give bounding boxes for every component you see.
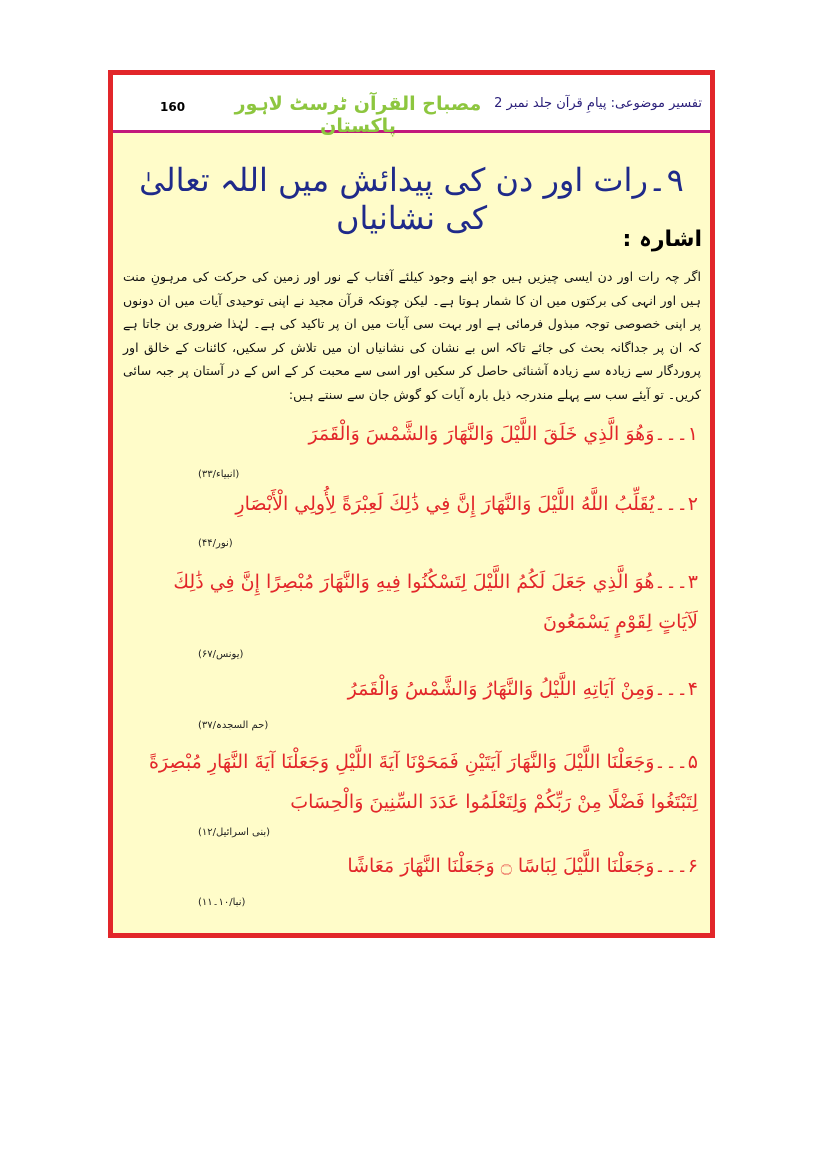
- intro-paragraph: اگر چہ رات اور دن ایسی چیزیں ہیں جو اپنے وجود کیلئے آفتاب کے نور اور زمین کی حرکت کی مرہونِ منت ہیں اور انہی کی برکتوں میں ان کا شمار ہوتا ہے۔ لیکن چونکہ قرآن مجید نے اپنی توحیدی آیات میں ان دونوں پر اپنی خصوصی توجہ مبذول فرمائی ہے اور بہت سی آیات میں ان پر تاکید کی ہے۔ لہٰذا ضروری بن جاتا ہے کہ ان پر جداگانہ بحث کی جائے تاکہ اس بے نشان کی نشانیاں ان میں تلاش کر سکیں، کائنات کے خالق اور پروردگار سے زیادہ سے زیادہ آشنائی حاصل کر سکیں اور اسی سے محبت کر کے اس کے در آستان پر جبہ سائی کریں۔ تو آیئے سب سے پہلے مندرجہ ذیل بارہ آیات کو گوش جان سے سنتے ہیں:: [123, 269, 701, 402]
- verse-1: ۱۔۔۔وَهُوَ الَّذِي خَلَقَ اللَّيْلَ وَالنَّهَارَ وَالشَّمْسَ وَالْقَمَرَ: [308, 423, 698, 445]
- publisher-name: مصباح القرآن ٹرسٹ لاہور پاکستان: [234, 93, 482, 137]
- verse-4-reference: (حم السجدہ/۳۷): [198, 720, 269, 731]
- verse-2-reference: (نور/۴۴): [198, 538, 233, 549]
- verse-5-reference: (بنی اسرائیل/۱۲): [198, 827, 271, 838]
- verse-4: ۴۔۔۔وَمِنْ آيَاتِهِ اللَّيْلُ وَالنَّهَارُ وَالشَّمْسُ وَالْقَمَرُ: [347, 678, 698, 700]
- verse-3-reference: (یونس/۶۷): [198, 649, 244, 660]
- section-heading: اشارہ :: [622, 227, 702, 252]
- verse-3: ۳۔۔۔هُوَ الَّذِي جَعَلَ لَكُمُ اللَّيْلَ لِتَسْكُنُوا فِيهِ وَالنَّهَارَ مُبْصِرًا إِنَّ فِي ذَٰلِكَ لَآيَاتٍ لِقَوْمٍ يَسْمَعُونَ: [173, 571, 698, 633]
- verse-2: ۲۔۔۔يُقَلِّبُ اللَّهُ اللَّيْلَ وَالنَّهَارَ إِنَّ فِي ذَٰلِكَ لَعِبْرَةً لِأُولِي الْأَبْصَارِ: [235, 493, 698, 515]
- page-header: [113, 75, 710, 137]
- chapter-title: ۹۔رات اور دن کی پیدائش میں اللہ تعالیٰ کی نشانیاں: [139, 161, 684, 237]
- verse-5: ۵۔۔۔وَجَعَلْنَا اللَّيْلَ وَالنَّهَارَ آيَتَيْنِ فَمَحَوْنَا آيَةَ اللَّيْلِ وَجَعَلْنَا آيَةَ النَّهَارِ مُبْصِرَةً لِتَبْتَغُوا فَضْلًا مِنْ رَبِّكُمْ وَلِتَعْلَمُوا عَدَدَ السِّنِينَ وَالْحِسَابَ: [148, 751, 698, 813]
- book-title: تفسیر موضوعی: پیامِ قرآن جلد نمبر 2: [494, 96, 702, 111]
- verse-6: ۶۔۔۔وَجَعَلْنَا اللَّيْلَ لِبَاسًا ۝ وَجَعَلْنَا النَّهَارَ مَعَاشًا: [347, 855, 698, 877]
- verse-1-reference: (انبیاء/۳۳): [198, 469, 240, 480]
- page-number: 160: [160, 100, 186, 114]
- verse-6-reference: (نبا/۱۰۔۱۱): [198, 897, 246, 908]
- page-frame: [108, 70, 715, 938]
